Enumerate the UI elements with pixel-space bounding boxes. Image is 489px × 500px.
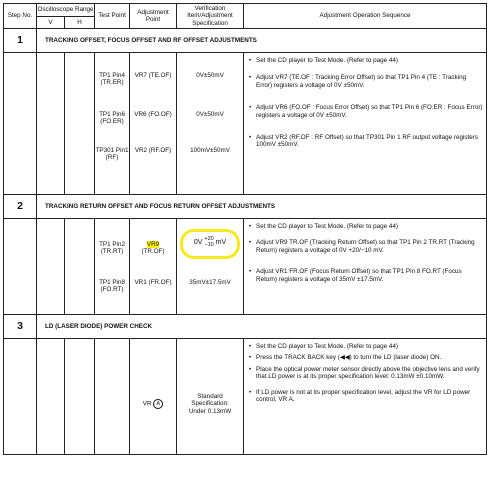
circled-a-symbol: A (153, 399, 163, 409)
test-point: TP1 Pin4 (TR.ER) (99, 72, 125, 87)
adjustment-table (3, 3, 487, 455)
operation-step: • Set the CD player to Test Mode. (Refer to page 44) (249, 343, 483, 350)
section-number: 1 (4, 29, 37, 53)
section-1-title-row (4, 29, 487, 53)
spec-cell (177, 53, 244, 195)
test-point-cell (95, 53, 130, 195)
section-title: LD (LASER DIODE) POWER CHECK (37, 315, 487, 339)
section-title: TRACKING OFFSET, FOCUS OFFSET AND RF OFFSET ADJUSTMENTS (37, 29, 487, 53)
verification-header: Verification Item/Adjustment Specification (177, 4, 244, 29)
operation-step: • Adjust VR9 TR.OF (Tracking Return Offset) so that TP1 Pin 2 TR.RT (Tracking Return) registers a voltage of 0V +20/−10 mV. (249, 239, 483, 254)
test-point: TP1 Pin8 (FO.RT) (99, 279, 125, 294)
sequence-cell (244, 53, 487, 195)
operation-step: • Press the TRACK BACK key (◀◀) to turn the LD (laser diode) ON. (249, 354, 483, 361)
operation-step: • Adjust VR7 (TE.OF : Tracking Error Offset) so that TP1 Pin 4 (TE : Tracking Error) registers a voltage of 0V ±50mV. (249, 74, 483, 89)
adjustment-point: VR6 (FO.OF) (134, 111, 172, 118)
section-number: 2 (4, 195, 37, 219)
sequence-header: Adjustment Operation Sequence (244, 4, 487, 29)
sequence-cell (244, 219, 487, 315)
section-title: TRACKING RETURN OFFSET AND FOCUS RETURN OFFSET ADJUSTMENTS (37, 195, 487, 219)
spec-value: 35mV±17.5mV (189, 279, 231, 286)
adjustment-point-header: Adjustment Point (130, 4, 177, 29)
spec-value: Standard Specification: Under 0.13mW (188, 393, 232, 415)
test-point: TP301 Pin1 (RF) (95, 147, 129, 162)
adjustment-point-cell (130, 53, 177, 195)
section-3-title-row (4, 315, 487, 339)
test-point-cell (95, 219, 130, 315)
section-2-title-row (4, 195, 487, 219)
operation-step: • Set the CD player to Test Mode. (Refer to page 44) (249, 57, 483, 64)
v-header: V (37, 17, 65, 29)
adjustment-point: VR9 (TR.OF) (141, 241, 165, 256)
spec-value: 100mV±50mV (190, 147, 230, 154)
operation-step: • Adjust VR2 (RF.OF : RF Offset) so that TP301 Pin 1 RF output voltage registers 100mV ±50mV. (249, 134, 483, 149)
step-no-header: Step No. (4, 4, 37, 29)
spec-value: 0V±50mV (196, 111, 224, 118)
sequence-cell (244, 339, 487, 455)
operation-step: • If LD power is not at its proper specification level, adjust the VR for LD power control, VR A. (249, 389, 483, 404)
test-point-cell (95, 339, 130, 455)
header-row (4, 4, 487, 17)
adjustment-point-cell (130, 339, 177, 455)
adjustment-point: VR1 (FR.OF) (134, 279, 172, 286)
test-point: TP1 Pin2 (TR.RT) (99, 241, 125, 256)
spec-value-tolerance: 0V +20 −10 mV (193, 236, 227, 248)
operation-step: • Adjust VR6 (FO.OF : Focus Error Offset) so that TP1 Pin 6 (FO.ER : Focus Error) registers a voltage of 0V ±50mV. (249, 104, 483, 119)
adjustment-point: VR A (130, 399, 176, 409)
spec-cell (177, 339, 244, 455)
adjustment-point-cell (130, 219, 177, 315)
test-point-header: Test Point (95, 4, 130, 29)
operation-step: • Adjust VR1 FR.OF (Focus Return Offset) so that TP1 Pin 8 FO.RT (Focus Return) registers a voltage of 35mV ±17.5mV. (249, 268, 483, 283)
operation-step: • Set the CD player to Test Mode. (Refer to page 44) (249, 223, 483, 230)
highlighted-vr9: VR9 (146, 241, 160, 248)
section-1-body-row (4, 53, 487, 195)
adjustment-point: VR7 (TE.OF) (134, 72, 172, 79)
adjustment-point: VR2 (RF.OF) (134, 147, 172, 154)
test-point: TP1 Pin6 (FO.ER) (99, 111, 125, 126)
spec-cell (177, 219, 244, 315)
section-3-body-row (4, 339, 487, 455)
osc-range-header: Oscilloscope Range (37, 4, 95, 17)
operation-step: • Place the optical power meter sensor directly above the objective lens and verify that LD power is at its proper specification level: 0.13mW ±0.10mW. (249, 366, 483, 381)
section-2-body-row (4, 219, 487, 315)
spec-value: 0V±50mV (196, 72, 224, 79)
h-header: H (65, 17, 95, 29)
section-number: 3 (4, 315, 37, 339)
